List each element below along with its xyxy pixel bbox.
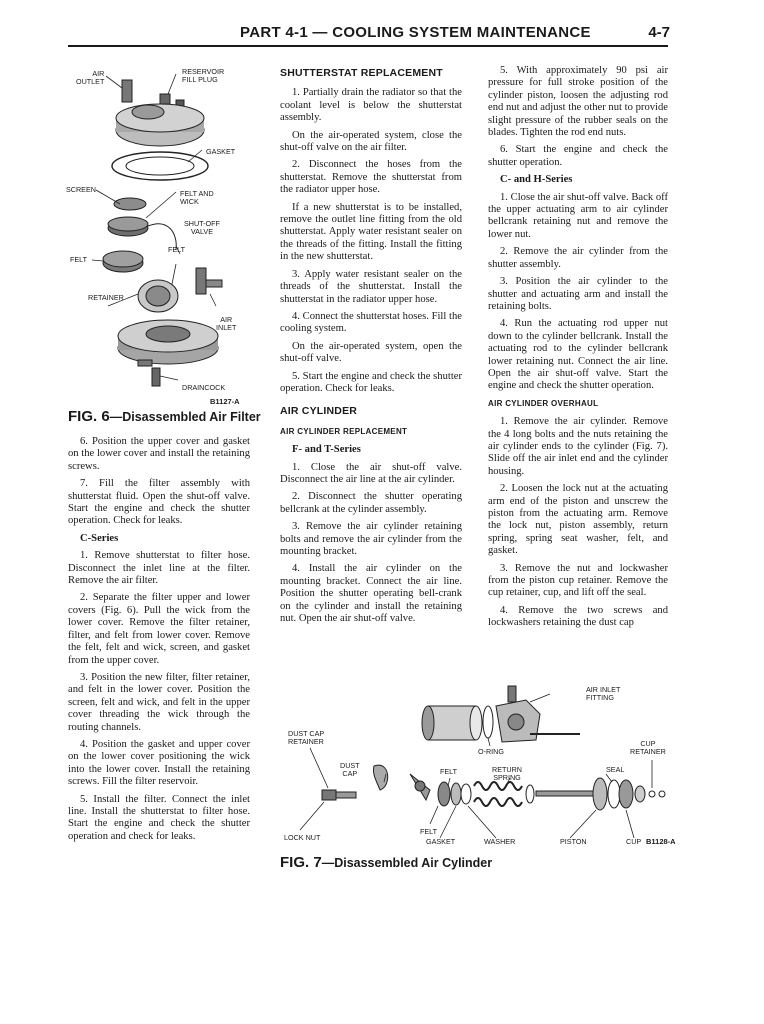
part-title: PART 4-1 — COOLING SYSTEM MAINTENANCE bbox=[240, 24, 591, 41]
label-cup-retainer: CUP RETAINER bbox=[630, 739, 666, 756]
section-heading: SHUTTERSTAT REPLACEMENT bbox=[280, 67, 443, 79]
label-lock-nut: LOCK NUT bbox=[284, 833, 321, 842]
label-air-outlet: AIR OUTLET bbox=[76, 69, 105, 86]
label-cup: CUP bbox=[626, 837, 642, 846]
paragraph: On the air-operated system, close the shut-off valve on the air filter. bbox=[280, 129, 462, 154]
label-air-inlet-fitting: AIR INLET FITTING bbox=[586, 685, 621, 702]
label-felt-and-wick: FELT AND WICK bbox=[180, 189, 214, 206]
paragraph: 1. Remove shutterstat to filter hose. Disconnect the inlet line at the filter. Remove the air filter. bbox=[68, 550, 250, 587]
label-seal: SEAL bbox=[606, 765, 625, 774]
paragraph: 4. Run the actuating rod upper nut down to the cylinder bellcrank. Install the actuating rod to the cylinder bellcrank lower retaining nut. Connect the air line. Open the air shut-off valve. Start the engine and check the shutter operation. bbox=[488, 318, 668, 392]
header-rule bbox=[68, 45, 668, 47]
series-heading: F- and T-Series bbox=[292, 444, 361, 456]
paragraph: 2. Separate the filter upper and lower covers (Fig. 6). Pull the wick from the lower cover. Remove the filter retainer, filter, and felt from lower cover. Remove the felt, felt and wick, screen, and gasket from the upper cover. bbox=[68, 592, 250, 666]
series-heading: C-Series bbox=[80, 532, 119, 544]
paragraph: 1. Close the air shut-off valve. Disconnect the air line at the air cylinder. bbox=[280, 461, 462, 485]
figure-7-number: FIG. 7 bbox=[280, 854, 322, 871]
paragraph: 1. Partially drain the radiator so that the coolant level is below the shutterstat assembly. bbox=[280, 87, 462, 124]
paragraph: 2. Loosen the lock nut at the actuating arm end of the piston and unscrew the piston from the actuating arm. Remove the lock nut, piston assembly, return spring, spring seat washer, felt, and gasket. bbox=[488, 483, 668, 557]
paragraph: 2. Disconnect the shutter operating bellcrank at the cylinder assembly. bbox=[280, 491, 462, 515]
column-3 bbox=[488, 65, 668, 635]
figure-code: B1128-A bbox=[646, 837, 676, 846]
paragraph: 2. Disconnect the hoses from the shutterstat. Remove the shutterstat from the radiator upper hose. bbox=[280, 159, 462, 196]
figure-6-air-filter bbox=[66, 58, 261, 428]
label-draincock: DRAINCOCK bbox=[182, 383, 226, 392]
label-gasket: GASKET bbox=[426, 837, 456, 846]
paragraph: 4. Install the air cylinder on the mounting bracket. Connect the air line. Position the shutter operating bell-crank on the cylinder and install the retaining nut. Open the air shut-off valve. bbox=[280, 563, 462, 625]
label-o-ring: O-RING bbox=[478, 747, 504, 756]
series-heading: C- and H-Series bbox=[500, 174, 573, 186]
page-number: 4-7 bbox=[648, 24, 670, 41]
figure-6-title: —Disassembled Air Filter bbox=[109, 410, 261, 424]
paragraph: 4. Remove the two screws and lockwashers retaining the dust cap bbox=[488, 604, 668, 629]
label-gasket: GASKET bbox=[206, 147, 236, 156]
page-header bbox=[240, 24, 670, 44]
air-filter-illustration bbox=[68, 58, 258, 398]
label-retainer: RETAINER bbox=[88, 293, 124, 302]
paragraph: 4. Connect the shutterstat hoses. Fill the cooling system. bbox=[280, 310, 462, 335]
figure-7-caption bbox=[280, 854, 492, 871]
label-dust-cap: DUST CAP bbox=[340, 761, 360, 778]
label-shut-off-valve: SHUT-OFF VALVE bbox=[184, 219, 220, 236]
label-screen: SCREEN bbox=[66, 185, 96, 194]
paragraph: 4. Position the gasket and upper cover on the lower cover positioning the wick into the lower cover. Install the retaining screws. Fill the filter reservoir. bbox=[68, 738, 250, 788]
label-felt-left: FELT bbox=[70, 255, 88, 264]
label-piston: PISTON bbox=[560, 837, 587, 846]
paragraph: 7. Fill the filter assembly with shutterstat fluid. Open the shut-off valve. Start the engine and check the shutter operation. Check for leaks. bbox=[68, 478, 250, 527]
label-reservoir-fill-plug: RESERVOIR FILL PLUG bbox=[182, 67, 225, 84]
paragraph: 3. Remove the nut and lockwasher from the piston cup retainer. Remove the cup retainer, cup, and lift off the seal. bbox=[488, 562, 668, 599]
paragraph: 5. Install the filter. Connect the inlet line. Install the shutterstat to filter hose. Start the engine and check the shutter operation and check for leaks. bbox=[68, 793, 250, 842]
paragraph: 5. With approximately 90 psi air pressure for full stroke position of the cylinder piston, loosen the adjusting rod end nut and adjust the other nut to provide slight pressure of the rubber seals on the blades. Tighten the rod end nuts. bbox=[488, 65, 668, 139]
paragraph: 6. Position the upper cover and gasket on the lower cover and install the retaining screws. bbox=[68, 436, 250, 472]
subsection-heading: AIR CYLINDER REPLACEMENT bbox=[280, 426, 408, 436]
paragraph: 3. Remove the air cylinder retaining bolts and remove the air cylinder from the mounting bracket. bbox=[280, 521, 462, 557]
paragraph: 3. Position the new filter, filter retainer, and felt in the lower cover. Position the screen, felt and wick, and felt in the upper cover threading the wick through the routing channels. bbox=[68, 671, 250, 733]
paragraph: 6. Start the engine and check the shutter operation. bbox=[488, 144, 668, 168]
label-dust-cap-retainer: DUST CAP RETAINER bbox=[288, 729, 325, 746]
paragraph: 1. Close the air shut-off valve. Back off the upper actuating arm to air cylinder bellcrank retaining nut and remove the lower nut. bbox=[488, 191, 668, 240]
figure-7-air-cylinder bbox=[280, 670, 680, 870]
figure-7-title: —Disassembled Air Cylinder bbox=[321, 856, 493, 870]
label-felt-bottom: FELT bbox=[420, 827, 438, 836]
paragraph: 3. Position the air cylinder to the shutter and actuating arm and install the retaining bolts. bbox=[488, 276, 668, 312]
label-air-inlet: AIR INLET bbox=[216, 315, 237, 332]
figure-6-caption bbox=[68, 408, 261, 425]
paragraph: 2. Remove the air cylinder from the shutter assembly. bbox=[488, 246, 668, 270]
label-return-spring: RETURN SPRING bbox=[492, 765, 522, 782]
paragraph: 1. Remove the air cylinder. Remove the 4 long bolts and the nuts retaining the air cylinder ends to the cylinder (Fig. 7). Slide off the air inlet end and the cylinder housing. bbox=[488, 416, 668, 477]
paragraph: 3. Apply water resistant sealer on the threads of the shutterstat. Install the shutterstat in the radiator upper hose. bbox=[280, 268, 462, 305]
figure-code: B1127-A bbox=[210, 397, 240, 406]
section-heading: AIR CYLINDER bbox=[280, 405, 358, 418]
label-felt-right: FELT bbox=[168, 245, 186, 254]
column-1 bbox=[68, 436, 250, 848]
paragraph: On the air-operated system, open the shut-off valve. bbox=[280, 340, 462, 365]
figure-6-number: FIG. 6 bbox=[68, 408, 110, 425]
column-2 bbox=[280, 65, 462, 630]
subsection-heading: AIR CYLINDER OVERHAUL bbox=[488, 398, 599, 408]
paragraph: 5. Start the engine and check the shutter operation. Check for leaks. bbox=[280, 370, 462, 394]
label-washer: WASHER bbox=[484, 837, 516, 846]
label-felt-top: FELT bbox=[440, 767, 458, 776]
paragraph: If a new shutterstat is to be installed, remove the outlet line fitting from the old shutterstat. Apply water resistant sealer on the threads of the fitting. Install the fitting in the new shutterstat. bbox=[280, 201, 462, 263]
